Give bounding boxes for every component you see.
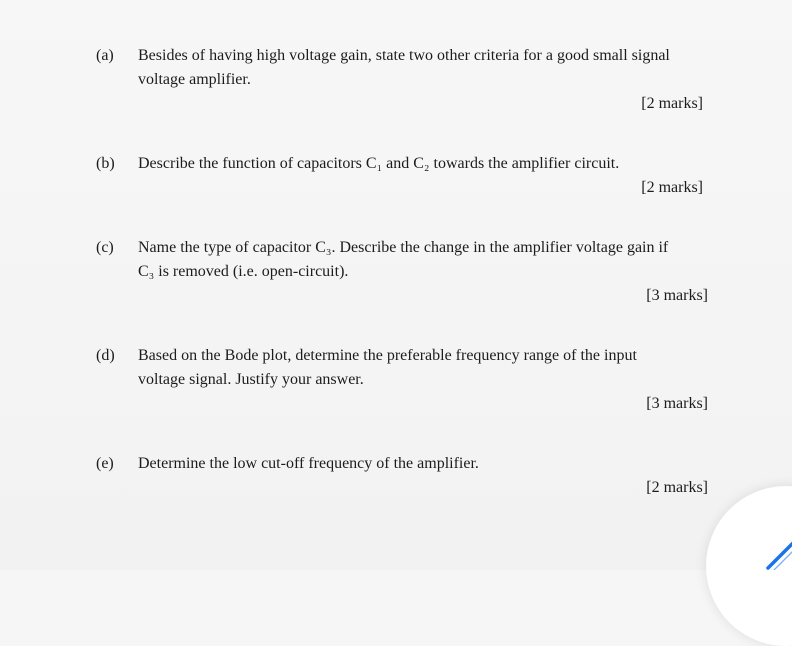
question-e	[96, 452, 708, 508]
question-label: (c)	[96, 239, 114, 256]
question-text	[138, 344, 708, 392]
question-line: Besides of having high voltage gain, state two other criteria for a good small signal	[138, 47, 670, 64]
question-line: Based on the Bode plot, determine the preferable frequency range of the input	[138, 347, 637, 364]
marks-label: [2 marks]	[641, 95, 703, 112]
question-line: voltage signal. Justify your answer.	[138, 371, 364, 388]
marks-label: [2 marks]	[641, 179, 703, 196]
question-line: C₃ is removed (i.e. open-circuit).	[138, 263, 349, 280]
question-line: voltage amplifier.	[138, 71, 251, 88]
question-a	[96, 44, 708, 124]
question-line: Name the type of capacitor C₃. Describe the change in the amplifier voltage gain if	[138, 239, 669, 256]
marks-label: [3 marks]	[646, 287, 708, 304]
question-c	[96, 236, 708, 316]
question-text	[138, 152, 708, 176]
question-label: (e)	[96, 455, 114, 472]
question-label: (a)	[96, 47, 114, 64]
question-text	[138, 44, 708, 92]
question-label: (d)	[96, 347, 115, 364]
question-label: (b)	[96, 155, 115, 172]
question-d	[96, 344, 708, 424]
question-line: Describe the function of capacitors C₁ and C₂ towards the amplifier circuit.	[138, 155, 620, 172]
question-text	[138, 452, 708, 476]
marks-label: [2 marks]	[646, 479, 708, 496]
marks-label: [3 marks]	[646, 395, 708, 412]
pen-icon[interactable]	[760, 530, 792, 570]
question-text	[138, 236, 708, 284]
question-b	[96, 152, 708, 208]
question-line: Determine the low cut-off frequency of the amplifier.	[138, 455, 479, 472]
